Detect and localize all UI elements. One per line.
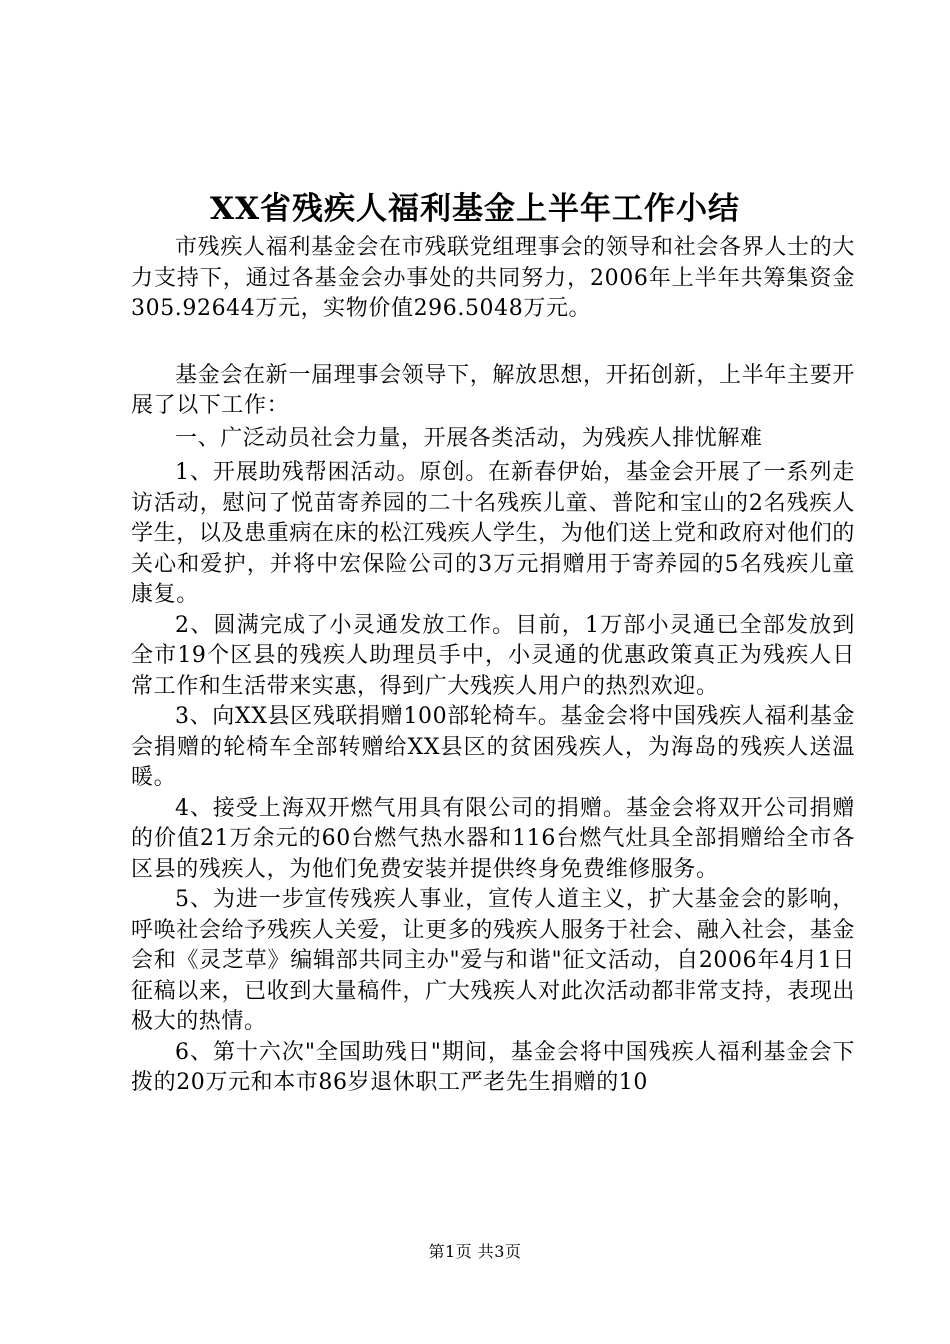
page-footer: 第1页 共3页 (428, 1242, 522, 1261)
item-paragraph-4: 4、接受上海双开燃气用具有限公司的捐赠。基金会将双开公司捐赠的价值21万余元的60台燃气热水器和116台燃气灶具全部捐赠给全市各区县的残疾人，为他们免费安装并提供终身免费维修服务。 (131, 795, 855, 882)
item-paragraph-1: 1、开展助残帮困活动。原创。在新春伊始，基金会开展了一系列走访活动，慰问了悦苗寄养园的二十名残疾儿童、普陀和宝山的2名残疾人学生，以及患重病在床的松江残疾人学生，为他们送上党和政府对他们的关心和爱护，并将中宏保险公司的3万元捐赠用于寄养园的5名残疾儿童康复。 (131, 460, 855, 607)
section-heading-1: 一、广泛动员社会力量，开展各类活动，为残疾人排忧解难 (175, 425, 763, 451)
item-paragraph-6: 6、第十六次"全国助残日"期间，基金会将中国残疾人福利基金会下拨的20万元和本市86岁退休职工严老先生捐赠的10 (131, 1039, 855, 1095)
overview-paragraph: 基金会在新一届理事会领导下，解放思想，开拓创新，上半年主要开展了以下工作： (131, 362, 855, 418)
intro-paragraph: 市残疾人福利基金会在市残联党组理事会的领导和社会各界人士的大力支持下，通过各基金会办事处的共同努力，2006年上半年共筹集资金305.92644万元，实物价值296.5048万元。 (131, 235, 855, 321)
document-title: XX省残疾人福利基金上半年工作小结 (209, 191, 741, 227)
item-paragraph-3: 3、向XX县区残联捐赠100部轮椅车。基金会将中国残疾人福利基金会捐赠的轮椅车全部转赠给XX县区的贫困残疾人，为海岛的残疾人送温暖。 (131, 704, 855, 790)
item-paragraph-2: 2、圆满完成了小灵通发放工作。目前，1万部小灵通已全部发放到全市19个区县的残疾人助理员手中，小灵通的优惠政策真正为残疾人日常工作和生活带来实惠，得到广大残疾人用户的热烈欢迎。 (131, 612, 855, 699)
document-body (131, 233, 855, 1099)
item-paragraph-5: 5、为进一步宣传残疾人事业，宣传人道主义，扩大基金会的影响，呼唤社会给予残疾人关爱，让更多的残疾人服务于社会、融入社会，基金会和《灵芝草》编辑部共同主办"爱与和谐"征文活动，自2006年4月1日征稿以来，已收到大量稿件，广大残疾人对此次活动都非常支持，表现出极大的热情。 (131, 887, 855, 1034)
